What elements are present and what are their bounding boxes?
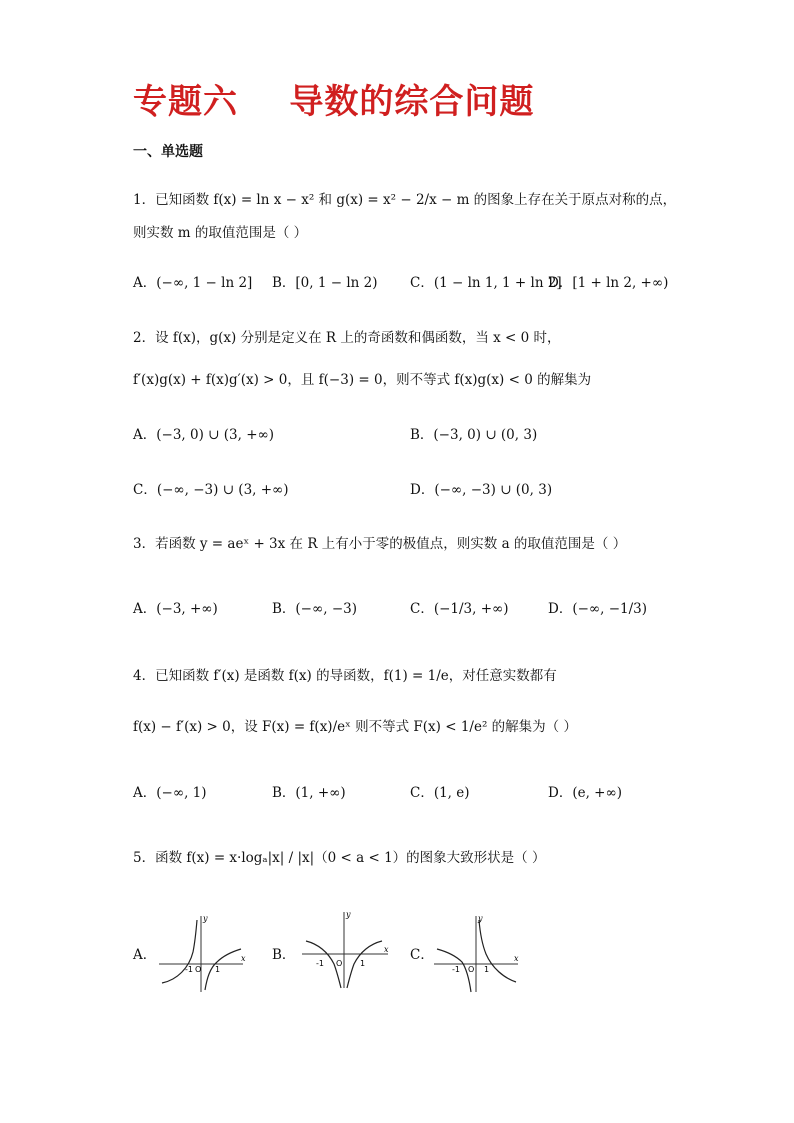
section-heading: 一、单选题 xyxy=(133,144,203,160)
q2-option-a[interactable]: A．(−3, 0) ∪ (3, +∞) xyxy=(133,427,275,443)
q4-option-d[interactable]: D．(e, +∞) xyxy=(548,785,622,801)
q5-graph-a[interactable] xyxy=(157,912,247,994)
q1-stem-line2: 则实数 m 的取值范围是（ ） xyxy=(133,225,308,241)
q4-option-a[interactable]: A．(−∞, 1) xyxy=(133,785,207,801)
q4-stem-line1: 4．已知函数 f′(x) 是函数 f(x) 的导函数，f(1) = 1/e，对任意实数都有 xyxy=(133,668,557,684)
x-axis-label: x xyxy=(514,954,519,963)
q5-option-b-label[interactable]: B． xyxy=(272,947,296,963)
q1-option-c[interactable]: C．(1 − ln 1, 1 + ln 2] xyxy=(410,275,562,291)
q1-stem-line1: 1．已知函数 f(x) = ln x − x² 和 g(x) = x² − 2/x − m 的图象上存在关于原点对称的点， xyxy=(133,192,677,208)
origin-label: O xyxy=(336,959,343,968)
x-axis-label: x xyxy=(241,954,246,963)
y-axis-label: y xyxy=(346,910,351,919)
tick-neg-one: -1 xyxy=(452,965,460,974)
tick-one: 1 xyxy=(215,965,221,974)
origin-label: O xyxy=(195,965,202,974)
q2-option-b[interactable]: B．(−3, 0) ∪ (0, 3) xyxy=(410,427,538,443)
q5-graph-b[interactable] xyxy=(300,908,392,990)
tick-one: 1 xyxy=(360,959,366,968)
q5-option-c-label[interactable]: C． xyxy=(410,947,434,963)
q1-option-d[interactable]: D．[1 + ln 2, +∞) xyxy=(548,275,669,291)
page-title: 专题六 导数的综合问题 xyxy=(133,82,535,122)
q3-stem-line1: 3．若函数 y = aeˣ + 3x 在 R 上有小于零的极值点，则实数 a 的取值范围是（ ） xyxy=(133,536,627,552)
q2-option-c[interactable]: C．(−∞, −3) ∪ (3, +∞) xyxy=(133,482,289,498)
y-axis-label: y xyxy=(478,914,483,923)
q1-option-b[interactable]: B．[0, 1 − ln 2) xyxy=(272,275,378,291)
q3-option-d[interactable]: D．(−∞, −1/3) xyxy=(548,601,648,617)
curve-right xyxy=(205,949,241,990)
tick-neg-one: -1 xyxy=(316,959,324,968)
q4-option-b[interactable]: B．(1, +∞) xyxy=(272,785,346,801)
q5-stem-line1: 5．函数 f(x) = x·logₐ|x| / |x|（0 < a < 1）的图象大致形状是（ ） xyxy=(133,850,546,866)
x-axis-label: x xyxy=(384,945,389,954)
y-axis-label: y xyxy=(203,914,208,923)
q2-stem-line1: 2．设 f(x)，g(x) 分别是定义在 R 上的奇函数和偶函数，当 x < 0 时， xyxy=(133,330,561,346)
q3-option-b[interactable]: B．(−∞, −3) xyxy=(272,601,357,617)
tick-one: 1 xyxy=(484,965,490,974)
tick-neg-one: -1 xyxy=(185,965,193,974)
q4-option-c[interactable]: C．(1, e) xyxy=(410,785,470,801)
q5-option-a-label[interactable]: A． xyxy=(133,947,157,963)
q2-stem-line2: f′(x)g(x) + f(x)g′(x) > 0，且 f(−3) = 0，则不等式 f(x)g(x) < 0 的解集为 xyxy=(133,372,592,388)
q4-stem-line2: f(x) − f′(x) > 0，设 F(x) = f(x)/eˣ 则不等式 F(x) < 1/e² 的解集为（ ） xyxy=(133,719,577,735)
q3-option-c[interactable]: C．(−1/3, +∞) xyxy=(410,601,509,617)
q5-graph-c[interactable] xyxy=(432,912,522,994)
origin-label: O xyxy=(468,965,475,974)
q2-option-d[interactable]: D．(−∞, −3) ∪ (0, 3) xyxy=(410,482,553,498)
q1-option-a[interactable]: A．(−∞, 1 − ln 2] xyxy=(133,275,253,291)
q3-option-a[interactable]: A．(−3, +∞) xyxy=(133,601,218,617)
